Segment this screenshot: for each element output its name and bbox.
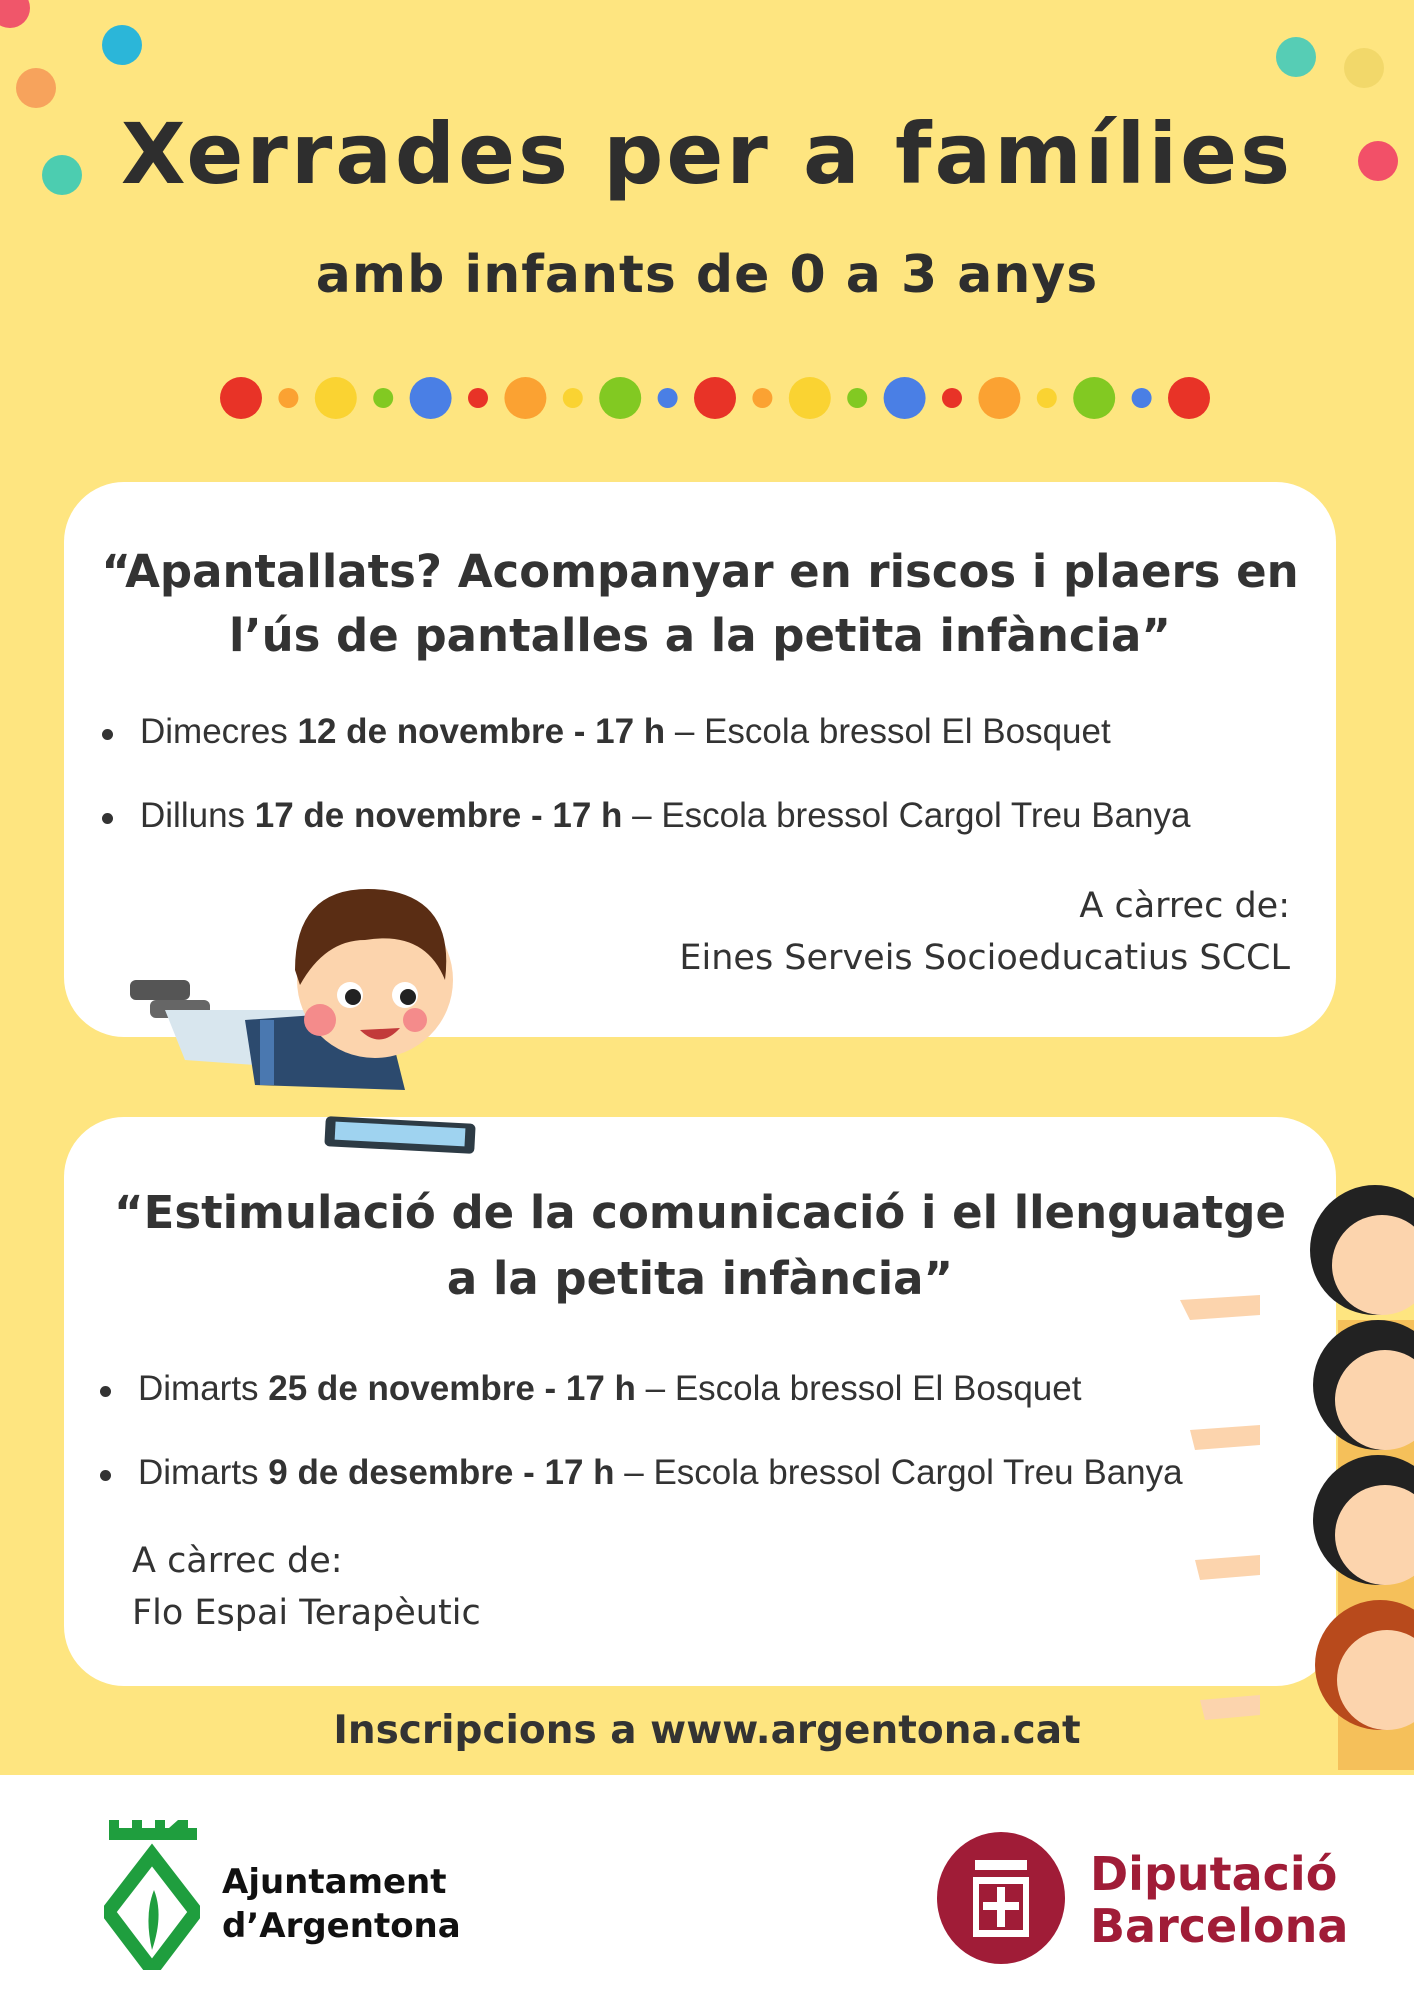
registration-link[interactable]: Inscripcions a www.argentona.cat: [333, 1708, 1081, 1753]
sponsor-footer: [0, 1775, 1414, 2000]
talk-title-line2: a la petita infància”: [446, 1252, 954, 1305]
decorative-dot: [563, 388, 583, 408]
decorative-dot: [468, 388, 488, 408]
decorative-dot: [847, 388, 867, 408]
talk-card-2: [64, 1117, 1336, 1686]
decorative-dot: [1168, 377, 1210, 419]
talk-title-line1: “Estimulació de la comunicació i el llenguatge: [114, 1186, 1286, 1239]
decorative-dot: [504, 377, 546, 419]
credit-name: Flo Espai Terapèutic: [132, 1593, 481, 1633]
decorative-dot: [789, 377, 831, 419]
decorative-dot: [884, 377, 926, 419]
diputacio-name-line1: Diputació: [1090, 1847, 1338, 1901]
decorative-dot: [373, 388, 393, 408]
session-item: Dimecres 12 de novembre - 17 h – Escola bressol El Bosquet: [102, 712, 1190, 752]
talk-title-line1: “Apantallats? Acompanyar en riscos i plaers en: [101, 545, 1299, 598]
decorative-dot: [694, 377, 736, 419]
credit-label: A càrrec de:: [1079, 886, 1290, 926]
boy-with-tablet-illustration: [125, 870, 485, 1165]
session-item: Dilluns 17 de novembre - 17 h – Escola bressol Cargol Treu Banya: [102, 796, 1190, 836]
decorative-dot: [1037, 388, 1057, 408]
decorative-dot: [942, 388, 962, 408]
argentona-name-line1: Ajuntament: [222, 1862, 447, 1902]
page-title: Xerrades per a famílies: [120, 105, 1294, 203]
decorative-dot: [658, 388, 678, 408]
decorative-dot: [410, 377, 452, 419]
session-item: Dimarts 9 de desembre - 17 h – Escola bressol Cargol Treu Banya: [100, 1453, 1183, 1493]
children-waving-illustration: [1180, 1160, 1414, 1770]
decorative-dot: [315, 377, 357, 419]
decorative-dot: [599, 377, 641, 419]
session-item: Dimarts 25 de novembre - 17 h – Escola bressol El Bosquet: [100, 1369, 1183, 1409]
decorative-dot: [752, 388, 772, 408]
decorative-dot: [220, 377, 262, 419]
credit-label: A càrrec de:: [132, 1541, 343, 1581]
diputacio-name-line2: Barcelona: [1090, 1899, 1349, 1953]
decorative-dot: [278, 388, 298, 408]
credit-name: Eines Serveis Socioeducatius SCCL: [679, 938, 1290, 978]
page-subtitle: amb infants de 0 a 3 anys: [315, 245, 1099, 305]
decorative-dot: [1132, 388, 1152, 408]
argentona-logo-icon: [104, 1820, 200, 1970]
talk-title-line2: l’ús de pantalles a la petita infància”: [229, 609, 1171, 662]
decorative-dot: [1073, 377, 1115, 419]
decorative-dots: [220, 375, 1210, 421]
diputacio-logo-icon: [935, 1832, 1067, 1964]
decorative-dot: [978, 377, 1020, 419]
argentona-name-line2: d’Argentona: [222, 1906, 461, 1946]
